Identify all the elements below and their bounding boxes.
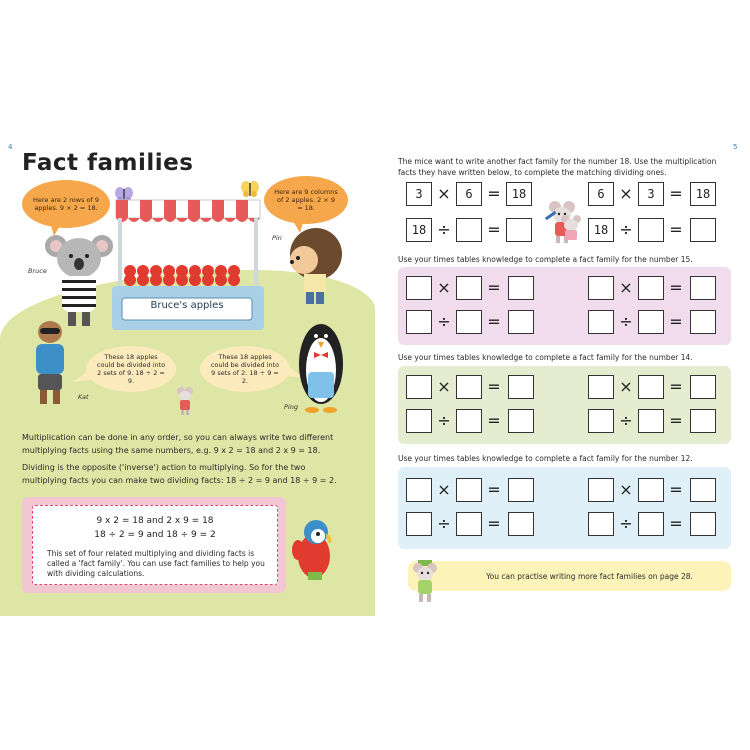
label-kat: Kat <box>78 393 89 401</box>
multiply-sign: × <box>619 377 633 396</box>
answer-box-empty[interactable] <box>638 218 664 242</box>
multiply-sign: × <box>437 480 451 499</box>
answer-box: 3 <box>638 182 664 206</box>
equals-sign: = <box>487 411 501 430</box>
equals-sign: = <box>669 411 683 430</box>
fact-line-divide: 18 ÷ 2 = 9 and 18 ÷ 9 = 2 <box>94 530 216 540</box>
intro-text: The mice want to write another fact family for the number 18. Use the multiplication facts they have written below, to complete the matching dividing ones. <box>398 157 717 177</box>
tip-text: You can practise writing more fact families on page 28. <box>486 571 693 581</box>
answer-box-empty[interactable] <box>588 478 614 502</box>
mouse-with-hat-illustration <box>410 558 440 604</box>
equals-sign: = <box>487 312 501 331</box>
bubble-text-ping: These 18 apples could be divided into 9 sets of 2. 18 ÷ 9 = 2. <box>210 353 280 385</box>
prompt-fact-family-15: Use your times tables knowledge to complete a fact family for the number 15. <box>398 255 693 264</box>
page-number-right: 5 <box>733 143 738 151</box>
answer-box-empty[interactable] <box>588 375 614 399</box>
answer-box-empty[interactable] <box>406 478 432 502</box>
answer-box-empty[interactable] <box>456 409 482 433</box>
answer-box-empty[interactable] <box>508 375 534 399</box>
equals-sign: = <box>669 184 683 203</box>
divide-sign: ÷ <box>619 411 633 430</box>
hedgehog-pin-illustration <box>282 226 344 306</box>
answer-box-empty[interactable] <box>456 478 482 502</box>
answer-box-empty[interactable] <box>406 276 432 300</box>
answer-box-empty[interactable] <box>406 310 432 334</box>
multiply-sign: × <box>437 278 451 297</box>
answer-box: 6 <box>456 182 482 206</box>
equals-sign: = <box>487 220 501 239</box>
apple-stall-illustration <box>108 196 268 336</box>
bubble-text-pin: Here are 9 columns of 2 apples. 2 × 9 = 18. <box>274 188 338 212</box>
divide-sign: ÷ <box>437 220 451 239</box>
answer-box-empty[interactable] <box>508 409 534 433</box>
equals-sign: = <box>669 278 683 297</box>
multiply-sign: × <box>437 377 451 396</box>
label-ping: Ping <box>284 403 298 411</box>
fact-family-explanation: This set of four related multiplying and dividing facts is called a 'fact family'. You can use fact families to help you with dividing calculations. <box>47 549 265 578</box>
equals-sign: = <box>487 184 501 203</box>
label-bruce: Bruce <box>28 267 47 275</box>
equals-sign: = <box>487 377 501 396</box>
answer-box: 6 <box>588 182 614 206</box>
label-pin: Pin <box>272 234 282 242</box>
answer-box-empty[interactable] <box>588 276 614 300</box>
answer-box-empty[interactable] <box>690 512 716 536</box>
answer-box-empty[interactable] <box>456 218 482 242</box>
answer-box-empty[interactable] <box>690 375 716 399</box>
meerkat-kat-illustration <box>24 318 76 408</box>
answer-box-empty[interactable] <box>508 310 534 334</box>
equals-sign: = <box>669 377 683 396</box>
answer-box: 18 <box>588 218 614 242</box>
answer-box-empty[interactable] <box>406 409 432 433</box>
multiply-sign: × <box>619 278 633 297</box>
answer-box-empty[interactable] <box>638 478 664 502</box>
answer-box-empty[interactable] <box>456 512 482 536</box>
answer-box-empty[interactable] <box>456 276 482 300</box>
answer-box-empty[interactable] <box>690 409 716 433</box>
equals-sign: = <box>487 278 501 297</box>
equals-sign: = <box>669 480 683 499</box>
answer-box-empty[interactable] <box>588 310 614 334</box>
answer-box-empty[interactable] <box>588 409 614 433</box>
divide-sign: ÷ <box>619 312 633 331</box>
multiply-sign: × <box>437 184 451 203</box>
answer-box: 3 <box>406 182 432 206</box>
prompt-fact-family-14: Use your times tables knowledge to complete a fact family for the number 14. <box>398 353 693 362</box>
answer-box-empty[interactable] <box>406 375 432 399</box>
answer-box-empty[interactable] <box>638 276 664 300</box>
koala-bruce-illustration <box>44 228 114 328</box>
answer-box-empty[interactable] <box>456 375 482 399</box>
equals-sign: = <box>669 514 683 533</box>
page-title: Fact families <box>22 150 194 176</box>
speech-bubble-kat <box>86 346 176 392</box>
answer-box-empty[interactable] <box>588 512 614 536</box>
parrot-illustration <box>288 516 338 582</box>
bubble-text-kat: These 18 apples could be divided into 2 sets of 9. 18 ÷ 2 = 9. <box>96 353 166 385</box>
equals-sign: = <box>669 220 683 239</box>
page-number-left: 4 <box>8 143 13 151</box>
answer-box-empty[interactable] <box>508 276 534 300</box>
answer-box-empty[interactable] <box>638 512 664 536</box>
answer-box-empty[interactable] <box>690 218 716 242</box>
answer-box: 18 <box>690 182 716 206</box>
answer-box-empty[interactable] <box>508 512 534 536</box>
stall-sign: Bruce's apples <box>150 300 224 311</box>
answer-box-empty[interactable] <box>406 512 432 536</box>
paragraph-multiplication: Multiplication can be done in any order, so you can always write two different multiplying facts using the same numbers, e.g. 9 x 2 = 18 and 2 x 9 = 18. <box>22 433 334 455</box>
paragraph-dividing: Dividing is the opposite ('inverse') action to multiplying. So for the two multiplying facts you can make two dividing facts: 18 ÷ 2 = 9 and 18 ÷ 9 = 2. <box>22 463 337 485</box>
speech-bubble-pin <box>264 176 348 224</box>
answer-box-empty[interactable] <box>508 478 534 502</box>
mouse-illustration <box>558 214 584 244</box>
answer-box-empty[interactable] <box>690 276 716 300</box>
answer-box: 18 <box>506 182 532 206</box>
fact-line-multiply: 9 x 2 = 18 and 2 x 9 = 18 <box>96 516 214 526</box>
fact-family-box <box>32 505 278 585</box>
speech-bubble-ping <box>200 346 290 392</box>
equals-sign: = <box>487 480 501 499</box>
multiply-sign: × <box>619 184 633 203</box>
answer-box-empty[interactable] <box>638 375 664 399</box>
divide-sign: ÷ <box>619 514 633 533</box>
divide-sign: ÷ <box>619 220 633 239</box>
multiply-sign: × <box>619 480 633 499</box>
answer-box-empty[interactable] <box>690 310 716 334</box>
prompt-fact-family-12: Use your times tables knowledge to complete a fact family for the number 12. <box>398 454 693 463</box>
penguin-ping-illustration <box>296 320 346 416</box>
divide-sign: ÷ <box>437 514 451 533</box>
mouse-illustration <box>176 386 194 416</box>
answer-box-empty[interactable] <box>638 310 664 334</box>
equals-sign: = <box>669 312 683 331</box>
divide-sign: ÷ <box>437 411 451 430</box>
answer-box-empty[interactable] <box>456 310 482 334</box>
answer-box-empty[interactable] <box>638 409 664 433</box>
speech-bubble-bruce <box>22 180 110 228</box>
answer-box-empty[interactable] <box>690 478 716 502</box>
answer-box-empty[interactable] <box>506 218 532 242</box>
answer-box: 18 <box>406 218 432 242</box>
equals-sign: = <box>487 514 501 533</box>
divide-sign: ÷ <box>437 312 451 331</box>
bubble-text-bruce: Here are 2 rows of 9 apples. 9 × 2 = 18. <box>32 196 99 212</box>
tip-banner <box>408 561 731 591</box>
